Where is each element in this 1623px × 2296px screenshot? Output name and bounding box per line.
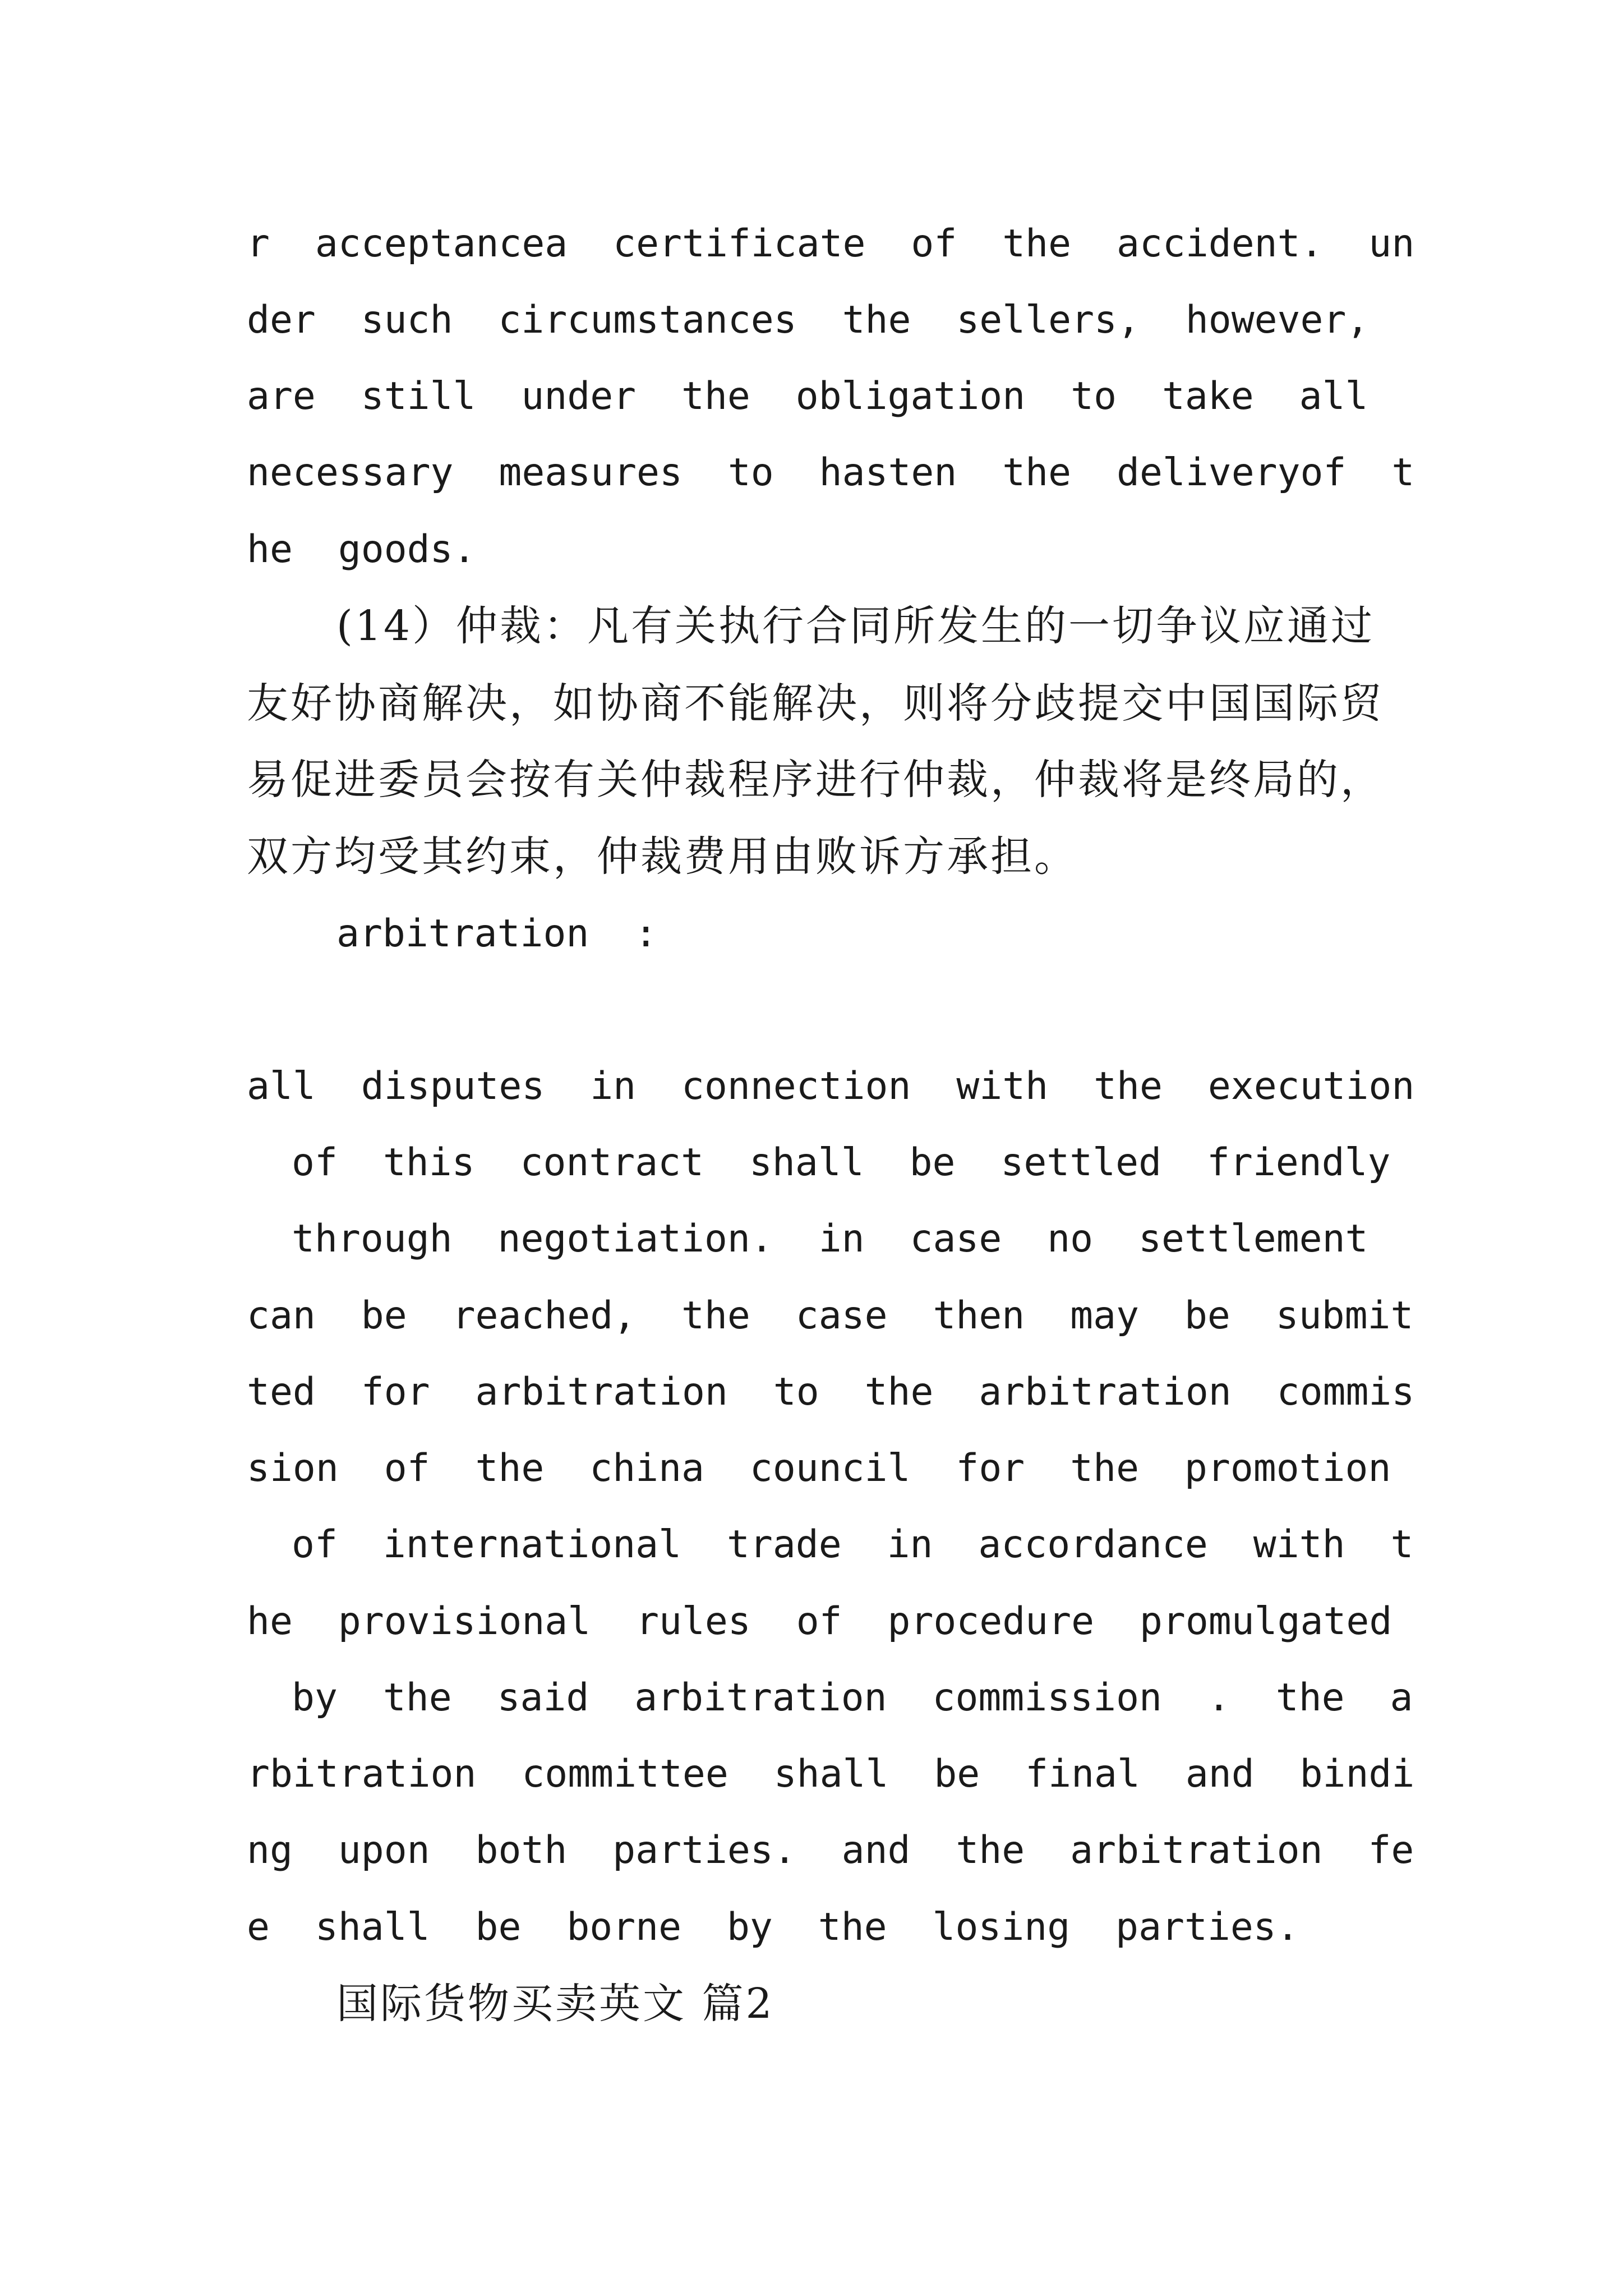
chinese-clause-line-1: (14）仲裁：凡有关执行合同所发生的一切争议应通过 xyxy=(336,602,1375,650)
text-line-1: r acceptancea certificate of the accident. un xyxy=(247,222,1415,266)
text-line-21: ng upon both parties. and the arbitration fe xyxy=(247,1828,1414,1872)
text-line-19: by the said arbitration commission . the a xyxy=(292,1676,1413,1720)
text-line-5: he goods. xyxy=(247,527,476,572)
text-line-2: der such circumstances the sellers, however, xyxy=(247,298,1370,342)
text-line-12: of this contract shall be settled friendly xyxy=(292,1140,1391,1185)
chinese-clause-line-4: 双方均受其约束，仲裁费用由败诉方承担。 xyxy=(247,832,1078,881)
arbitration-heading: arbitration : xyxy=(336,912,658,956)
text-line-4: necessary measures to hasten the deliveryof t xyxy=(247,450,1415,495)
text-line-22: e shall be borne by the losing parties. xyxy=(247,1905,1299,1949)
text-line-17: of international trade in accordance with t xyxy=(292,1522,1414,1567)
text-line-20: rbitration committee shall be final and bindi xyxy=(247,1752,1415,1796)
chinese-clause-line-3: 易促进委员会按有关仲裁程序进行仲裁，仲裁将是终局的， xyxy=(247,756,1384,804)
text-line-15: ted for arbitration to the arbitration commis xyxy=(247,1370,1415,1414)
text-line-16: sion of the china council for the promotion xyxy=(247,1446,1391,1490)
text-line-3: are still under the obligation to take all xyxy=(247,374,1368,418)
text-line-18: he provisional rules of procedure promulgated xyxy=(247,1599,1393,1644)
text-line-14: can be reached, the case then may be submit xyxy=(247,1294,1414,1338)
text-line-11: all disputes in connection with the execution xyxy=(247,1064,1415,1108)
chinese-clause-line-2: 友好协商解决，如协商不能解决，则将分歧提交中国国际贸 xyxy=(247,679,1384,728)
section-heading: 国际货物买卖英文 篇2 xyxy=(336,1980,774,2028)
text-line-13: through negotiation. in case no settlement xyxy=(292,1217,1368,1261)
